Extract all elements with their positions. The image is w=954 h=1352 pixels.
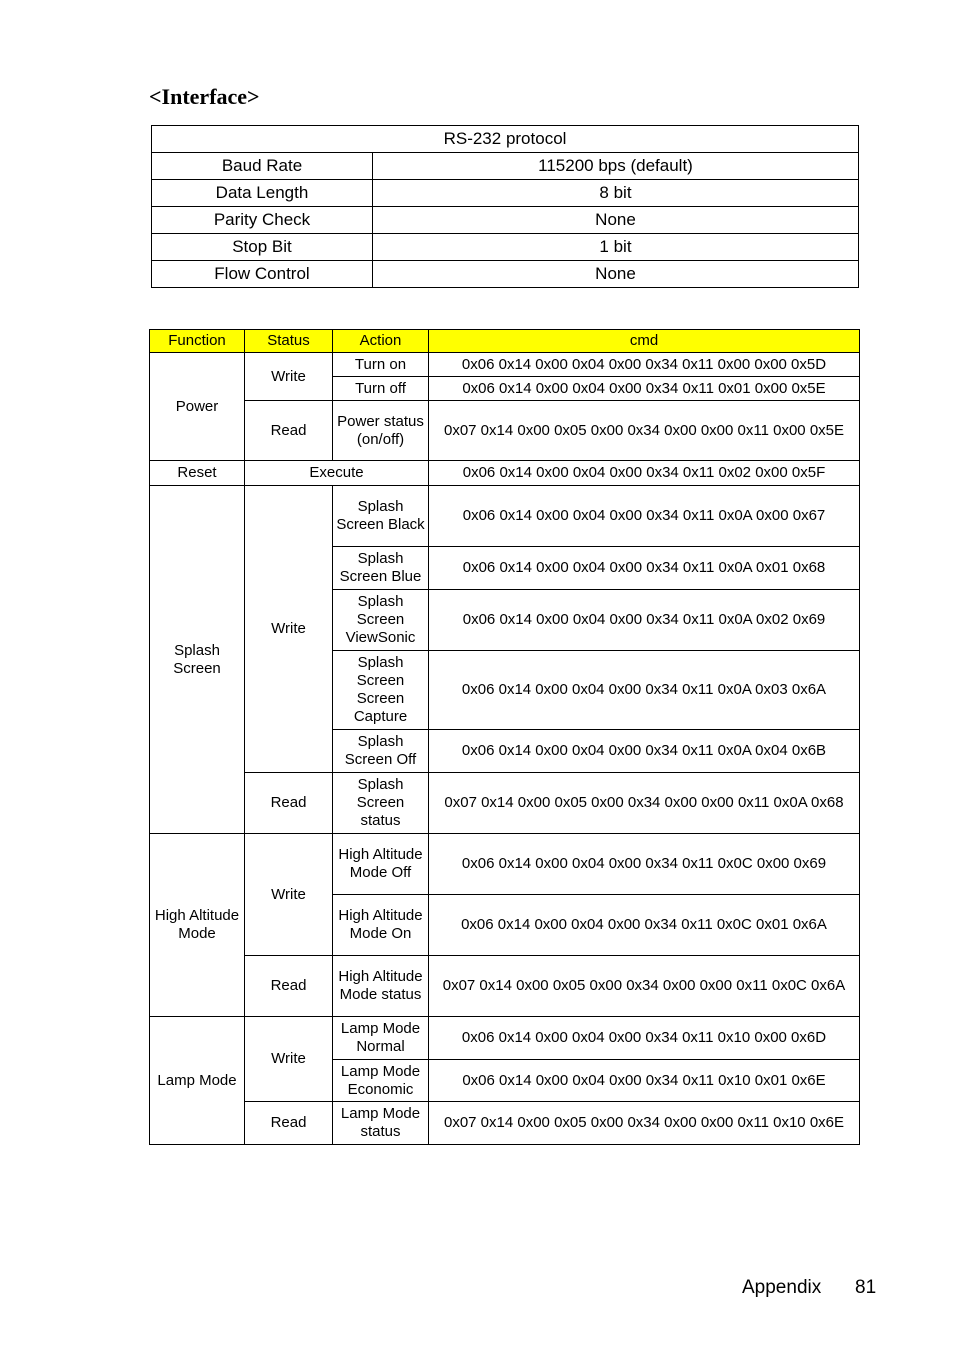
- table-row: [152, 180, 859, 207]
- function-cell: High Altitude Mode: [150, 834, 245, 1017]
- cmd-cell: 0x07 0x14 0x00 0x05 0x00 0x34 0x00 0x00 0x11 0x0C 0x6A: [429, 956, 860, 1017]
- status-cell: Read: [245, 773, 333, 834]
- action-cell: Lamp Mode Economic: [333, 1060, 429, 1102]
- cmd-cell: 0x06 0x14 0x00 0x04 0x00 0x34 0x11 0x10 0x00 0x6D: [429, 1017, 860, 1060]
- status-cell: Read: [245, 956, 333, 1017]
- action-cell: Power status (on/off): [333, 401, 429, 461]
- header-status: Status: [245, 330, 333, 353]
- rs232-label: Parity Check: [152, 207, 373, 234]
- cmd-cell: 0x06 0x14 0x00 0x04 0x00 0x34 0x11 0x0A 0x04 0x6B: [429, 730, 860, 773]
- action-cell: Turn on: [333, 353, 429, 377]
- status-cell: Write: [245, 353, 333, 401]
- rs232-label: Flow Control: [152, 261, 373, 288]
- table-row: [150, 353, 860, 377]
- status-cell: Write: [245, 486, 333, 773]
- page-number: 81: [855, 1277, 877, 1298]
- table-row: [150, 461, 860, 486]
- action-cell: High Altitude Mode status: [333, 956, 429, 1017]
- function-cell: Power: [150, 353, 245, 461]
- table-row: [152, 234, 859, 261]
- table-row: [150, 1102, 860, 1145]
- status-cell: Write: [245, 834, 333, 956]
- header-action: Action: [333, 330, 429, 353]
- rs232-value: 115200 bps (default): [373, 153, 859, 180]
- table-row: [150, 401, 860, 461]
- action-cell: High Altitude Mode On: [333, 895, 429, 956]
- cmd-cell: 0x06 0x14 0x00 0x04 0x00 0x34 0x11 0x0A 0x00 0x67: [429, 486, 860, 547]
- cmd-cell: 0x06 0x14 0x00 0x04 0x00 0x34 0x11 0x0C 0x00 0x69: [429, 834, 860, 895]
- status-cell: Read: [245, 1102, 333, 1145]
- command-table: [149, 329, 860, 1145]
- rs232-label: Baud Rate: [152, 153, 373, 180]
- status-cell: Write: [245, 1017, 333, 1102]
- table-row: [152, 261, 859, 288]
- cmd-cell: 0x06 0x14 0x00 0x04 0x00 0x34 0x11 0x00 0x00 0x5D: [429, 353, 860, 377]
- table-row: [150, 956, 860, 1017]
- status-cell: Read: [245, 401, 333, 461]
- action-cell: Splash Screen Blue: [333, 547, 429, 590]
- table-row: [152, 126, 859, 153]
- function-cell: Lamp Mode: [150, 1017, 245, 1145]
- action-cell: Lamp Mode Normal: [333, 1017, 429, 1060]
- rs232-value: 1 bit: [373, 234, 859, 261]
- rs232-label: Stop Bit: [152, 234, 373, 261]
- action-cell: Splash Screen Screen Capture: [333, 651, 429, 730]
- table-row: [150, 1017, 860, 1060]
- action-cell: Turn off: [333, 377, 429, 401]
- action-cell: Execute: [245, 461, 429, 486]
- cmd-cell: 0x06 0x14 0x00 0x04 0x00 0x34 0x11 0x0A 0x03 0x6A: [429, 651, 860, 730]
- action-cell: Lamp Mode status: [333, 1102, 429, 1145]
- table-row: [152, 207, 859, 234]
- action-cell: High Altitude Mode Off: [333, 834, 429, 895]
- table-row: [150, 773, 860, 834]
- cmd-cell: 0x06 0x14 0x00 0x04 0x00 0x34 0x11 0x10 0x01 0x6E: [429, 1060, 860, 1102]
- cmd-cell: 0x06 0x14 0x00 0x04 0x00 0x34 0x11 0x0C 0x01 0x6A: [429, 895, 860, 956]
- section-heading: <Interface>: [149, 84, 260, 109]
- rs232-value: 8 bit: [373, 180, 859, 207]
- cmd-cell: 0x06 0x14 0x00 0x04 0x00 0x34 0x11 0x0A 0x02 0x69: [429, 590, 860, 651]
- cmd-cell: 0x07 0x14 0x00 0x05 0x00 0x34 0x00 0x00 0x11 0x0A 0x68: [429, 773, 860, 834]
- header-function: Function: [150, 330, 245, 353]
- function-cell: Splash Screen: [150, 486, 245, 834]
- table-row: [152, 153, 859, 180]
- cmd-cell: 0x06 0x14 0x00 0x04 0x00 0x34 0x11 0x01 0x00 0x5E: [429, 377, 860, 401]
- action-cell: Splash Screen ViewSonic: [333, 590, 429, 651]
- cmd-cell: 0x07 0x14 0x00 0x05 0x00 0x34 0x00 0x00 0x11 0x10 0x6E: [429, 1102, 860, 1145]
- rs232-protocol-table: [151, 125, 859, 288]
- cmd-cell: 0x06 0x14 0x00 0x04 0x00 0x34 0x11 0x02 0x00 0x5F: [429, 461, 860, 486]
- table-header-row: [150, 330, 860, 353]
- footer-section: Appendix: [742, 1277, 822, 1298]
- action-cell: Splash Screen Off: [333, 730, 429, 773]
- cmd-cell: 0x06 0x14 0x00 0x04 0x00 0x34 0x11 0x0A 0x01 0x68: [429, 547, 860, 590]
- action-cell: Splash Screen Black: [333, 486, 429, 547]
- rs232-value: None: [373, 261, 859, 288]
- cmd-cell: 0x07 0x14 0x00 0x05 0x00 0x34 0x00 0x00 0x11 0x00 0x5E: [429, 401, 860, 461]
- table-row: [150, 486, 860, 547]
- table-row: [150, 834, 860, 895]
- function-cell: Reset: [150, 461, 245, 486]
- action-cell: Splash Screen status: [333, 773, 429, 834]
- rs232-label: Data Length: [152, 180, 373, 207]
- header-cmd: cmd: [429, 330, 860, 353]
- rs232-title: RS-232 protocol: [152, 126, 859, 153]
- rs232-value: None: [373, 207, 859, 234]
